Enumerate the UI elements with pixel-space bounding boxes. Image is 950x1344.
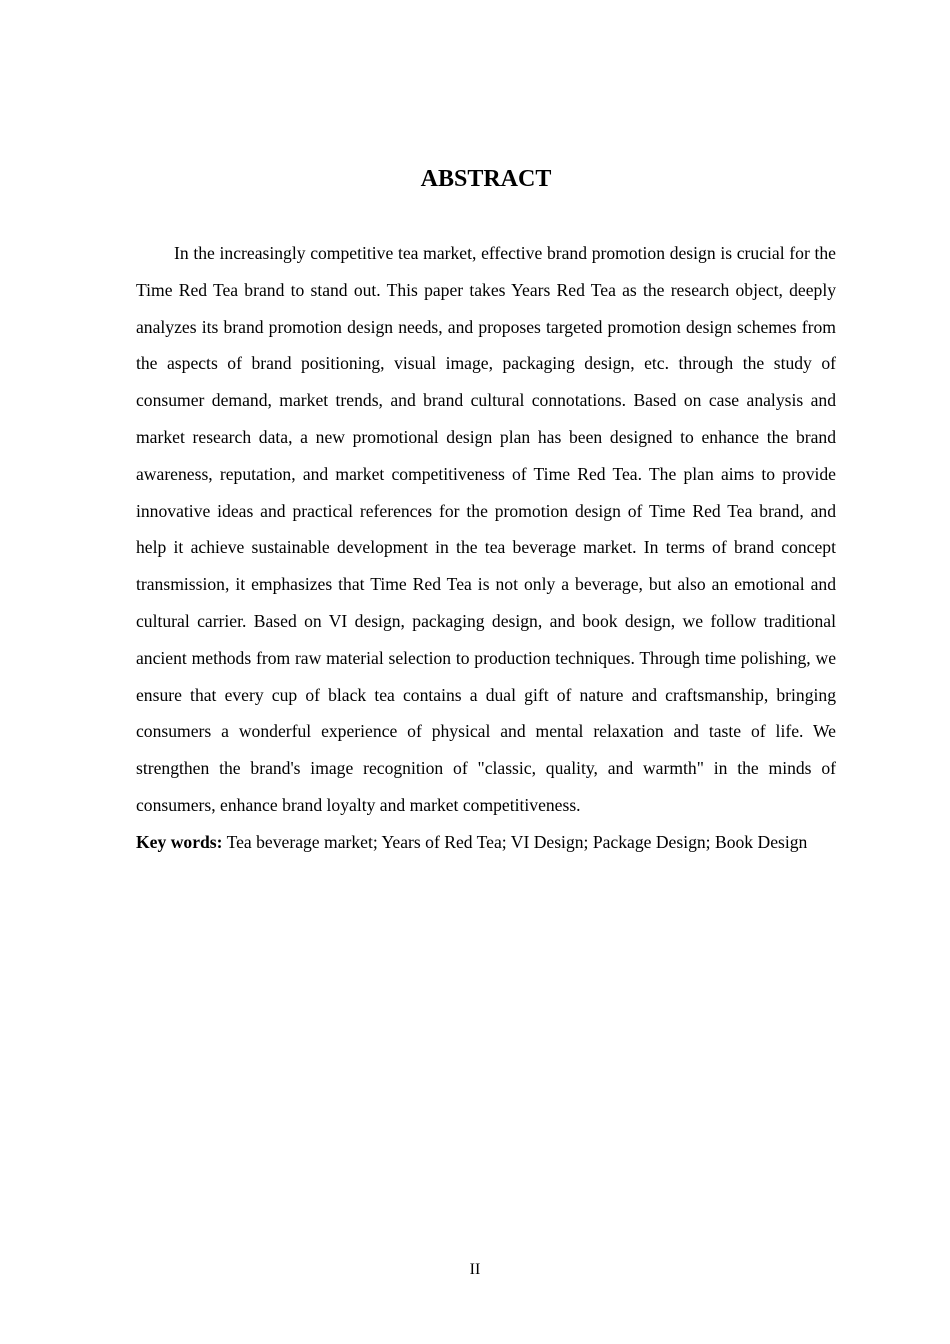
abstract-body	[136, 235, 836, 861]
page-number: II	[469, 1261, 481, 1278]
keywords-paragraph	[136, 824, 836, 861]
keywords-label: Key words:	[136, 831, 223, 852]
keywords-text: Tea beverage market; Years of Red Tea; VI Design; Package Design; Book Design	[226, 831, 808, 852]
abstract-paragraph: In the increasingly competitive tea market, effective brand promotion design is crucial for the Time Red Tea brand to stand out. This paper takes Years Red Tea as the research object, deeply analyzes its brand promotion design needs, and proposes targeted promotion design schemes from the aspects of brand positioning, visual image, packaging design, etc. through the study of consumer demand, market trends, and brand cultural connotations. Based on case analysis and market research data, a new promotional design plan has been designed to enhance the brand awareness, reputation, and market competitiveness of Time Red Tea. The plan aims to provide innovative ideas and practical references for the promotion design of Time Red Tea brand, and help it achieve sustainable development in the tea beverage market. In terms of brand concept transmission, it emphasizes that Time Red Tea is not only a beverage, but also an emotional and cultural carrier. Based on VI design, packaging design, and book design, we follow traditional ancient methods from raw material selection to production techniques. Through time polishing, we ensure that every cup of black tea contains a dual gift of nature and craftsmanship, bringing consumers a wonderful experience of physical and mental relaxation and taste of life. We strengthen the brand's image recognition of "classic, quality, and warmth" in the minds of consumers, enhance brand loyalty and market competitiveness.	[136, 243, 836, 815]
abstract-title: ABSTRACT	[420, 166, 552, 192]
